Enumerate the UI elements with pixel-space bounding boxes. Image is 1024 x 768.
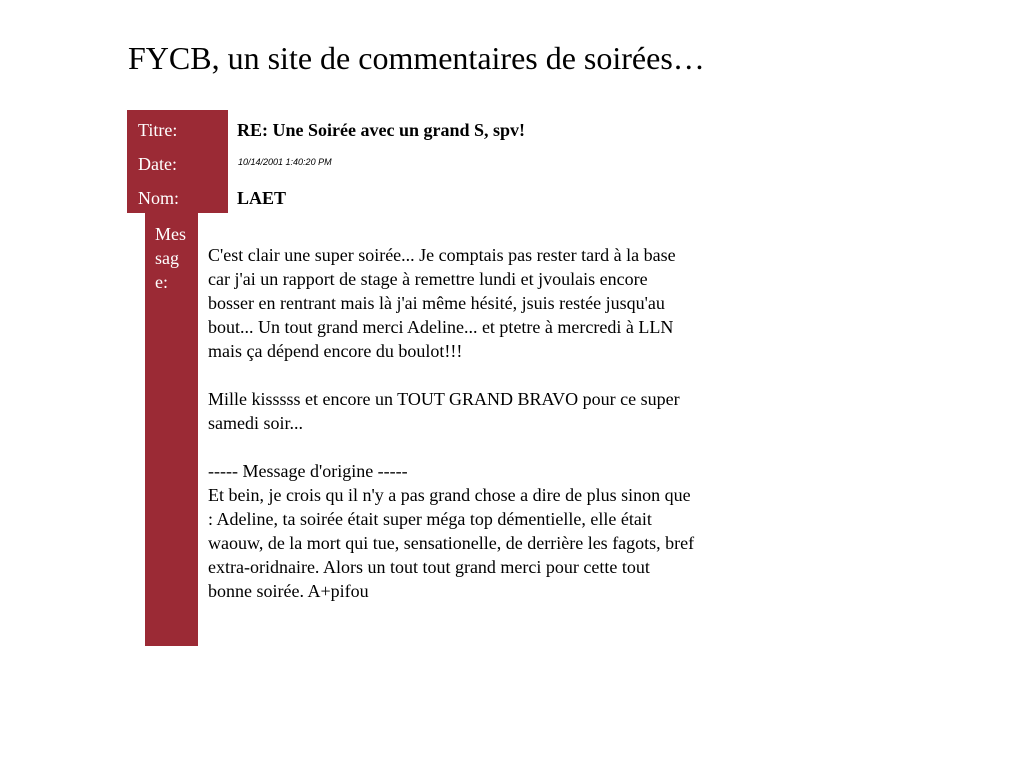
nom-label: Nom: bbox=[138, 188, 180, 208]
message-body bbox=[208, 243, 753, 603]
message-line: samedi soir... bbox=[208, 413, 303, 433]
message-blank-line bbox=[208, 435, 753, 459]
message-line: mais ça dépend encore du boulot!!! bbox=[208, 341, 463, 361]
titre-label: Titre: bbox=[138, 120, 178, 140]
post-title: RE: Une Soirée avec un grand S, spv! bbox=[237, 120, 526, 140]
message-line: car j'ai un rapport de stage à remettre lundi et jvoulais encore bbox=[208, 269, 648, 289]
message-line: waouw, de la mort qui tue, sensationelle, de derrière les fagots, bref bbox=[208, 533, 695, 553]
original-message-header: ----- Message d'origine ----- bbox=[208, 461, 408, 481]
message-line: Mille kisssss et encore un TOUT GRAND BRAVO pour ce super bbox=[208, 389, 680, 409]
message-blank-line bbox=[208, 363, 753, 387]
message-line: bonne soirée. A+pifou bbox=[208, 581, 369, 601]
message-line: bosser en rentrant mais là j'ai même hésité, jsuis restée jusqu'au bbox=[208, 293, 665, 313]
date-label: Date: bbox=[138, 154, 177, 174]
message-label: Message: bbox=[155, 224, 186, 292]
message-line: : Adeline, ta soirée était super méga top démentielle, elle était bbox=[208, 509, 652, 529]
message-line: bout... Un tout grand merci Adeline... et ptetre à mercredi à LLN bbox=[208, 317, 674, 337]
message-line: Et bein, je crois qu il n'y a pas grand chose a dire de plus sinon que bbox=[208, 485, 691, 505]
message-line: C'est clair une super soirée... Je comptais pas rester tard à la base bbox=[208, 245, 676, 265]
message-line: extra-oridnaire. Alors un tout tout grand merci pour cette tout bbox=[208, 557, 650, 577]
site-title: FYCB, un site de commentaires de soirées… bbox=[128, 40, 705, 76]
post-date: 10/14/2001 1:40:20 PM bbox=[238, 157, 332, 167]
post-author: LAET bbox=[237, 188, 287, 208]
